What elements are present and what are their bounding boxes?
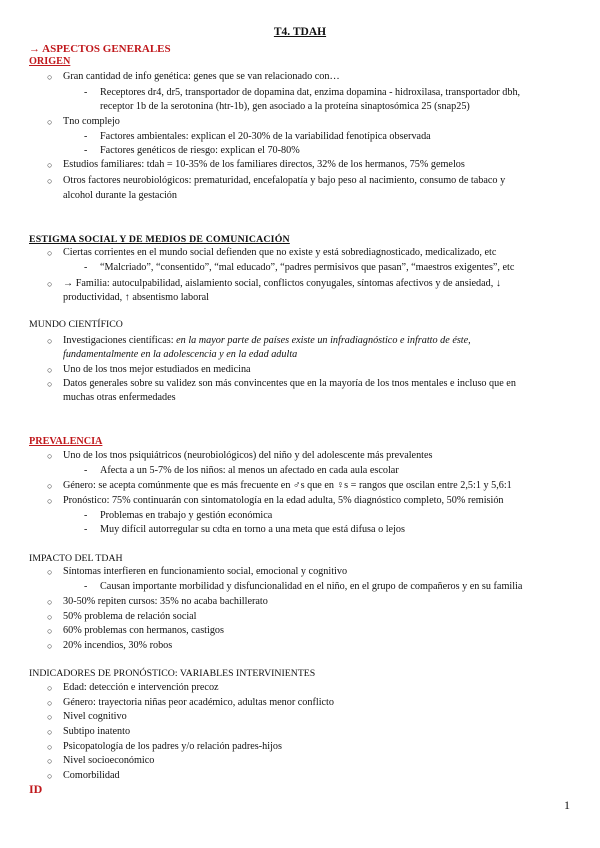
- list-item: Subtipo inatento: [63, 726, 131, 737]
- bullet-icon: ○: [47, 567, 53, 577]
- bullet-icon: ○: [47, 756, 53, 766]
- bullet-icon: ○: [47, 698, 53, 708]
- bullet-icon: ○: [47, 612, 53, 622]
- section-header-prevalencia: PREVALENCIA: [29, 436, 103, 447]
- list-subitem: Causan importante morbilidad y disfuncionalidad en el niño, en el grupo de compañeros y en su familia: [100, 581, 523, 592]
- bullet-icon: ○: [47, 72, 53, 82]
- list-item: Edad: detección e intervención precoz: [63, 682, 219, 693]
- bullet-icon: ○: [47, 727, 53, 737]
- list-item-text: Investigaciones científicas:: [63, 335, 177, 346]
- bullet-icon: ○: [47, 365, 53, 375]
- bullet-icon: ○: [47, 496, 53, 506]
- list-item: Gran cantidad de info genética: genes que se van relacionado con…: [63, 71, 340, 82]
- list-item: Datos generales sobre su validez son más convincentes que en la mayoría de los tnos mentales e incluso que en: [63, 378, 516, 389]
- list-item: Género: se acepta comúnmente que es más frecuente en ♂s que en ♀s = rangos que oscilan entre 2,5:1 y 5,6:1: [63, 480, 512, 491]
- dash-icon: -: [84, 465, 88, 476]
- bullet-icon: ○: [47, 279, 53, 289]
- list-subitem: Afecta a un 5-7% de los niños: al menos un afectado en cada aula escolar: [100, 465, 399, 476]
- list-item: Nivel socioeconómico: [63, 755, 155, 766]
- footer-tag: ID: [29, 782, 43, 796]
- list-item: Ciertas corrientes en el mundo social defienden que no existe y está sobrediagnosticado, medicalizado, etc: [63, 247, 497, 258]
- bullet-icon: ○: [47, 248, 53, 258]
- list-item: 50% problema de relación social: [63, 611, 197, 622]
- list-item: 30-50% repiten cursos: 35% no acaba bachillerato: [63, 596, 268, 607]
- bullet-icon: ○: [47, 742, 53, 752]
- document-title: T4. TDAH: [273, 26, 327, 38]
- page-number: 1: [564, 798, 570, 812]
- bullet-icon: ○: [47, 451, 53, 461]
- dash-icon: -: [84, 510, 88, 521]
- list-subitem: Factores ambientales: explican el 20-30% de la variabilidad fenotípica observada: [100, 131, 431, 142]
- list-item: 20% incendios, 30% robos: [63, 640, 173, 651]
- section-header-impacto: IMPACTO DEL TDAH: [29, 553, 123, 564]
- bullet-icon: ○: [47, 160, 53, 170]
- bullet-icon: ○: [47, 597, 53, 607]
- list-subitem: Problemas en trabajo y gestión económica: [100, 510, 273, 521]
- dash-icon: -: [84, 524, 88, 535]
- bullet-icon: ○: [47, 683, 53, 693]
- list-item: Uno de los tnos mejor estudiados en medicina: [63, 364, 251, 375]
- list-item: Comorbilidad: [63, 770, 120, 781]
- list-item: Tno complejo: [63, 116, 120, 127]
- section-header-mundo-cientifico: MUNDO CIENTÍFICO: [29, 319, 123, 330]
- bullet-icon: ○: [47, 641, 53, 651]
- dash-icon: -: [84, 262, 88, 273]
- dash-icon: -: [84, 581, 88, 592]
- list-item: Estudios familiares: tdah = 10-35% de los familiares directos, 32% de los hermanos, 75% gemelos: [63, 159, 465, 170]
- list-item: Psicopatología de los padres y/o relación padres-hijos: [63, 741, 282, 752]
- list-item: → Familia: autoculpabilidad, aislamiento social, conflictos conyugales, síntomas afectivos y de ansiedad, ↓: [63, 278, 501, 289]
- list-subitem: “Malcriado”, “consentido”, “mal educado”, “padres permisivos que pasan”, “maestros exigentes”, etc: [100, 262, 515, 273]
- subheader-origen: ORIGEN: [29, 56, 71, 67]
- list-item: Género: trayectoria niñas peor académico, adultas menor conflicto: [63, 697, 334, 708]
- bullet-icon: ○: [47, 379, 53, 389]
- list-item: [63, 334, 471, 348]
- list-subitem: Receptores dr4, dr5, transportador de dopamina dat, enzima dopamina - hidroxilasa, transportador dbh,: [100, 87, 521, 98]
- bullet-icon: ○: [47, 626, 53, 636]
- bullet-icon: ○: [47, 712, 53, 722]
- list-item: Síntomas interfieren en funcionamiento social, emocional y cognitivo: [63, 566, 348, 577]
- list-subitem: Factores genéticos de riesgo: explican el 70-80%: [100, 145, 300, 156]
- bullet-icon: ○: [47, 176, 53, 186]
- bullet-icon: ○: [47, 481, 53, 491]
- list-item: Pronóstico: 75% continuarán con sintomatología en la edad adulta, 5% diagnóstico completo, 50% remisión: [63, 495, 504, 506]
- list-item-cont: fundamentalmente en la adolescencia y en la edad adulta: [63, 349, 298, 360]
- list-subitem: Muy difícil autorregular su cdta en torno a una meta que está difusa o lejos: [100, 524, 405, 535]
- list-item-italic: en la mayor parte de países existe un infradiagnóstico e infratto de éste,: [176, 335, 471, 346]
- bullet-icon: ○: [47, 117, 53, 127]
- dash-icon: -: [84, 145, 88, 156]
- list-item: 60% problemas con hermanos, castigos: [63, 625, 224, 636]
- section-header-estigma: ESTIGMA SOCIAL Y DE MEDIOS DE COMUNICACIÓN: [29, 234, 290, 245]
- list-subitem-cont: receptor 1b de la serotonina (htr-1b), gen asociado a la proteína sinaptosómica 25 (snap25): [100, 101, 470, 112]
- bullet-icon: ○: [47, 336, 53, 346]
- list-item: Uno de los tnos psiquiátricos (neurobiológicos) del niño y del adolescente más prevalentes: [63, 450, 433, 461]
- list-item-cont: muchas otras enfermedades: [63, 392, 176, 403]
- section-header-aspectos: → ASPECTOS GENERALES: [29, 43, 171, 55]
- list-item-cont: productividad, ↑ absentismo laboral: [63, 292, 209, 303]
- section-header-indicadores: INDICADORES DE PRONÓSTICO: VARIABLES INTERVINIENTES: [29, 668, 316, 679]
- bullet-icon: ○: [47, 771, 53, 781]
- dash-icon: -: [84, 87, 88, 98]
- dash-icon: -: [84, 131, 88, 142]
- list-item: Otros factores neurobiológicos: prematuridad, encefalopatía y bajo peso al nacimiento, consumo de tabaco y: [63, 175, 506, 186]
- list-item-cont: alcohol durante la gestación: [63, 190, 177, 201]
- list-item: Nivel cognitivo: [63, 711, 127, 722]
